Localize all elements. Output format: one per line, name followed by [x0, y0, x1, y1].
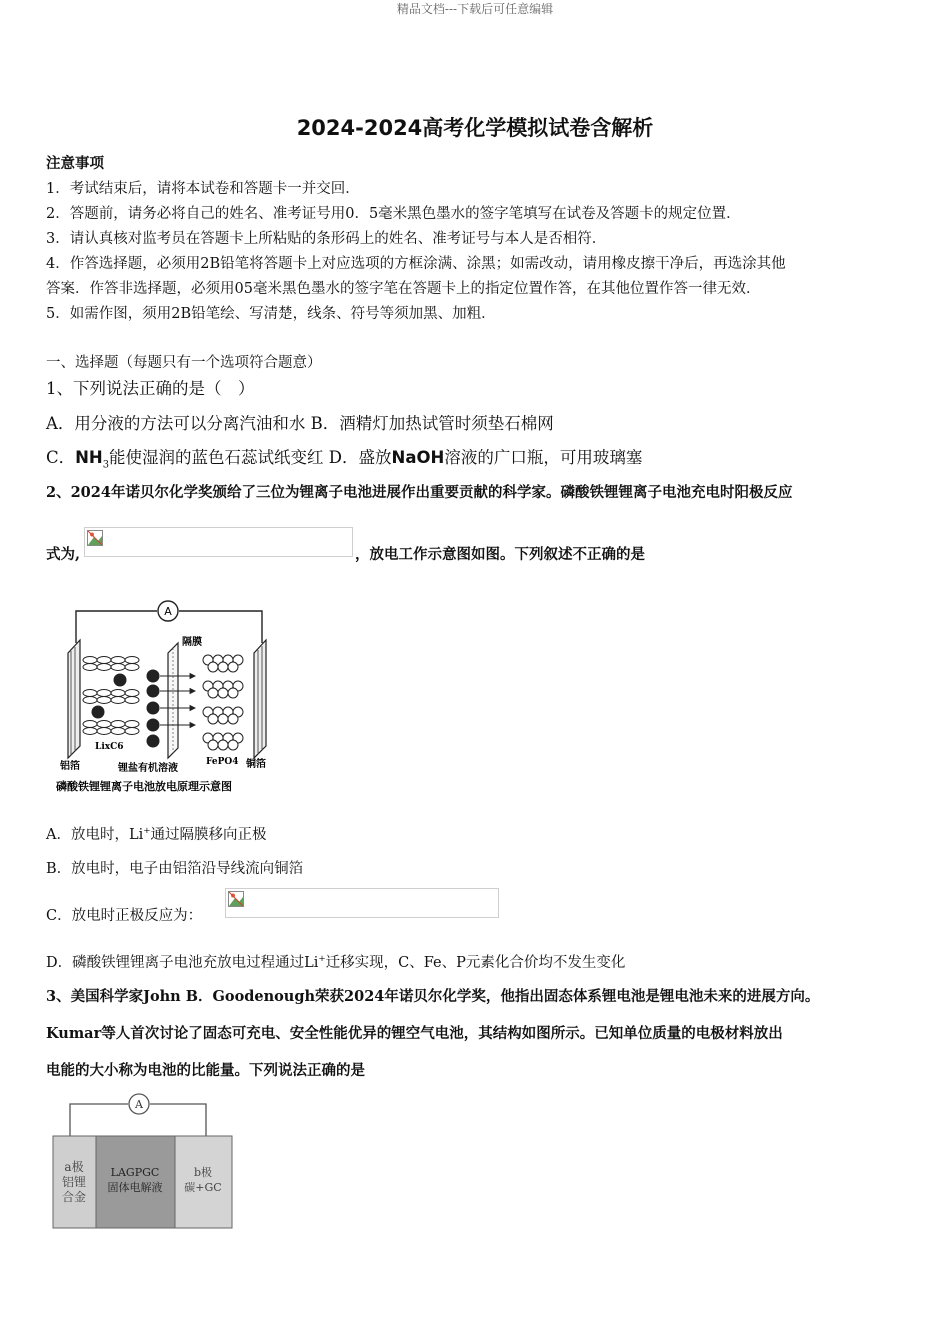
aluminum-foil-electrode: [68, 640, 80, 758]
electrolyte-label: 固体电解液: [107, 1181, 163, 1194]
q1-c-mid: 能使湿润的蓝色石蕊试纸变红 D．盛放: [109, 448, 392, 467]
q2-stem-2-pre: 式为,: [46, 546, 81, 563]
q2-option-b: B．放电时，电子由铝箔沿导线流向铜箔: [46, 861, 304, 877]
electrolyte-name: LAGPGC: [110, 1166, 160, 1179]
solid-state-battery-figure: [50, 1092, 236, 1232]
ammeter-label: A: [135, 1098, 143, 1111]
electrode-a-material-1: 铝锂: [61, 1175, 87, 1189]
ammeter-label: A: [164, 605, 172, 618]
notice-item-4-cont: 答案．作答非选择题，必须用05毫米黑色墨水的签字笔在答题卡上的指定位置作答，在其他位置作答一律无效．: [46, 281, 761, 297]
q2-option-d: [46, 951, 625, 972]
q2-option-a-text-end: 通过隔膜移向正极: [150, 827, 267, 843]
notice-item-2: 2．答题前，请务必将自己的姓名、准考证号用0．5毫米黑色墨水的签字笔填写在试卷及答题卡的规定位置．: [46, 206, 741, 222]
q1-options-cd: [46, 444, 642, 470]
battery-discharge-figure: [50, 598, 290, 798]
electrolyte-label: 锂盐有机溶液: [118, 763, 178, 774]
nh3-formula: NH: [75, 448, 103, 467]
q3-stem-2: Kumar等人首次讨论了固态可充电、安全性能优异的锂空气电池，其结构如图所示。已知单位质量的电极材料放出: [46, 1025, 783, 1042]
li-charge: +: [143, 826, 151, 837]
circuit-wire-left: [70, 1104, 128, 1136]
electrode-b-label: b极: [193, 1166, 213, 1179]
fepo4-lattice: [203, 655, 243, 750]
q2-option-d-text: D．磷酸铁锂锂离子电池充放电过程通过Li: [46, 955, 319, 971]
circuit-wire-right: [150, 1104, 206, 1136]
q1-c-end: 溶液的广口瓶，可用玻璃塞: [444, 448, 643, 467]
naoh-formula: NaOH: [391, 448, 445, 467]
q3-stem-1: 3、美国科学家John B．Goodenough荣获2024年诺贝尔化学奖，他指出固态体系锂电池是锂电池未来的进展方向。: [46, 988, 820, 1005]
figure-caption: 磷酸铁锂锂离子电池放电原理示意图: [56, 780, 232, 793]
anode-material-label: LixC6: [95, 742, 124, 752]
li-charge: +: [318, 954, 326, 965]
notice-item-4: 4．作答选择题，必须用2B铅笔将答题卡上对应选项的方框涂满、涂黑；如需改动，请用橡皮擦干净后，再选涂其他: [46, 256, 786, 272]
notice-item-5: 5．如需作图，须用2B铅笔绘、写清楚，线条、符号等须加黑、加粗．: [46, 306, 496, 322]
electrode-b-material: 碳+GC: [184, 1181, 222, 1194]
watermark: 精品文档---下载后可任意编辑: [396, 2, 554, 16]
broken-image-icon: [87, 530, 103, 546]
q1-stem: 1、下列说法正确的是（ ）: [46, 379, 255, 398]
notice-item-1: 1．考试结束后，请将本试卷和答题卡一并交回．: [46, 181, 360, 197]
electrode-a-label: a极: [64, 1160, 84, 1174]
electrode-a-material-2: 合金: [61, 1190, 87, 1204]
membrane-label: 隔膜: [182, 637, 202, 648]
separator-membrane: [168, 643, 178, 758]
q2-stem-1: 2、2024年诺贝尔化学奖颁给了三位为锂离子电池进展作出重要贡献的科学家。磷酸铁锂锂离子电池充电时阳极反应: [46, 484, 793, 501]
notice-heading: 注意事项: [46, 155, 104, 172]
q2-stem-2-post: ，放电工作示意图如图。下列叙述不正确的是: [355, 546, 645, 563]
q3-stem-3: 电能的大小称为电池的比能量。下列说法正确的是: [46, 1062, 365, 1079]
q2-option-c: C．放电时正极反应为：: [46, 908, 203, 924]
nh3-subscript: 3: [102, 459, 110, 471]
cathode-material-label: FePO4: [206, 757, 239, 767]
notice-item-3: 3．请认真核对监考员在答题卡上所粘贴的条形码上的姓名、准考证号与本人是否相符．: [46, 231, 607, 247]
page-title: 2024-2024高考化学模拟试卷含解析: [296, 116, 654, 140]
q2-option-a-text: A．放电时，Li: [46, 827, 144, 843]
q1-options-ab: A．用分液的方法可以分离汽油和水 B．酒精灯加热试管时须垫石棉网: [46, 414, 554, 433]
section-heading: 一、选择题（每题只有一个选项符合题意）: [46, 355, 322, 371]
q1-c-prefix: C．: [46, 448, 76, 467]
copper-foil-label: 铜箔: [246, 759, 266, 770]
graphite-layers: [83, 657, 139, 735]
equation-image-placeholder-2: [225, 888, 499, 918]
copper-foil-electrode: [254, 640, 266, 758]
q2-option-a: [46, 823, 267, 844]
equation-image-placeholder: [84, 527, 353, 557]
lithium-ions: [92, 670, 160, 748]
aluminum-foil-label: 铝箔: [60, 761, 80, 772]
broken-image-icon: [228, 891, 244, 907]
q2-option-d-text-end: 迁移实现，C、Fe、P元素化合价均不发生变化: [325, 955, 626, 971]
